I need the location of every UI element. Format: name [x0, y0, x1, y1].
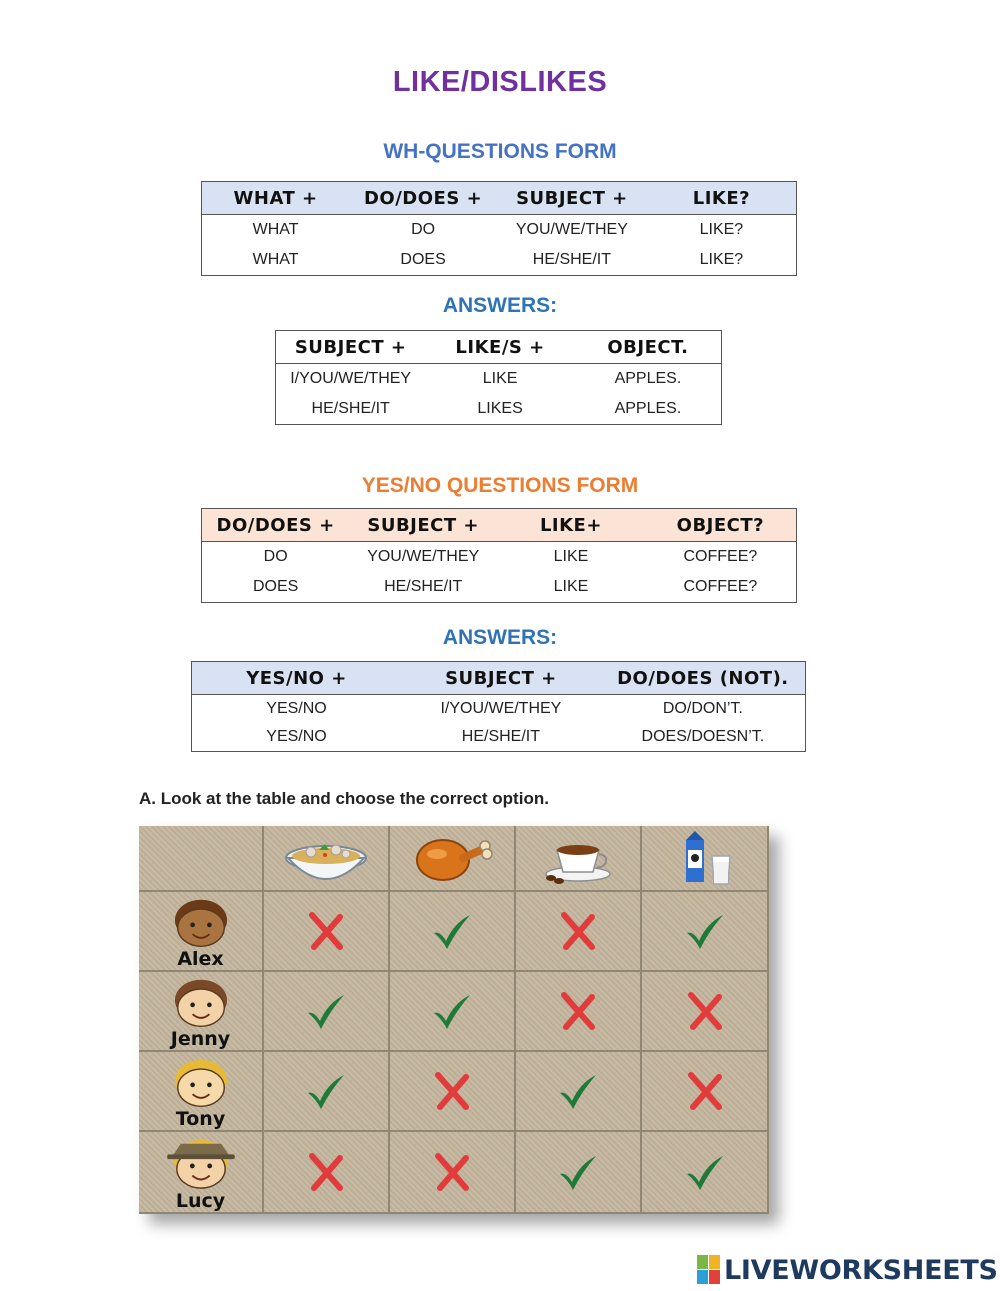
noodles-icon	[264, 826, 390, 892]
wh-questions-heading: WH-QUESTIONS FORM	[383, 140, 617, 163]
liveworksheets-logo	[697, 1252, 998, 1288]
table-cell: YES/NO	[266, 700, 327, 717]
check-mark-icon	[264, 972, 390, 1052]
cross-mark-icon	[642, 972, 769, 1052]
column-header: SUBJECT +	[497, 182, 647, 215]
cross-mark-icon	[390, 1132, 516, 1214]
coffee-cup-icon	[516, 826, 642, 892]
table-header-row	[202, 509, 797, 542]
table-cell: DOES/DOESN’T.	[641, 728, 765, 745]
column-header: DO/DOES +	[202, 509, 350, 542]
column-header: SUBJECT +	[401, 662, 601, 695]
column-header: YES/NO +	[192, 662, 402, 695]
cross-mark-icon	[642, 1052, 769, 1132]
cross-mark-icon	[264, 892, 390, 972]
kid-face-icon	[160, 976, 242, 1030]
check-mark-icon	[390, 892, 516, 972]
table-row	[192, 723, 806, 752]
exercise-instruction: A. Look at the table and choose the correct option.	[139, 789, 549, 808]
column-header: LIKE?	[647, 182, 797, 215]
table-row	[276, 364, 722, 395]
column-header: SUBJECT +	[276, 331, 426, 364]
column-header: WHAT +	[202, 182, 350, 215]
table-row	[202, 542, 797, 573]
column-header: LIKE+	[497, 509, 645, 542]
table-row	[192, 695, 806, 724]
kid-jenny	[139, 972, 264, 1052]
table-cell: HE/SHE/IT	[461, 728, 541, 745]
kid-name: Jenny	[170, 1028, 231, 1050]
yes-no-questions-table	[201, 508, 797, 603]
kid-face-icon	[160, 1056, 242, 1110]
column-header: LIKE/S +	[425, 331, 575, 364]
chicken-leg-icon	[390, 826, 516, 892]
check-mark-icon	[390, 972, 516, 1052]
check-mark-icon	[264, 1052, 390, 1132]
kid-lucy	[139, 1132, 264, 1214]
answers-table-2	[191, 661, 806, 752]
column-header: DO/DOES +	[349, 182, 497, 215]
liveworksheets-wordmark: LIVEWORKSHEETS	[724, 1254, 998, 1286]
check-mark-icon	[516, 1132, 642, 1214]
wh-questions-table	[201, 181, 797, 276]
kid-face-icon	[160, 1136, 242, 1192]
cross-mark-icon	[390, 1052, 516, 1132]
table-cell: YES/NO	[266, 728, 327, 745]
column-header: OBJECT?	[645, 509, 797, 542]
table-cell: DO	[411, 221, 436, 238]
column-header: DO/DOES (NOT).	[601, 662, 806, 695]
table-cell: WHAT	[252, 251, 299, 268]
food-preference-grid	[139, 826, 769, 1214]
table-cell: HE/SHE/IT	[532, 251, 611, 268]
check-mark-icon	[642, 1132, 769, 1214]
table-cell: HE/SHE/IT	[311, 400, 390, 417]
column-header: OBJECT.	[575, 331, 722, 364]
table-cell: DOES	[400, 251, 446, 268]
table-cell: DO/DON’T.	[662, 700, 743, 717]
table-cell: YOU/WE/THEY	[515, 221, 628, 238]
kid-face-icon	[160, 896, 242, 950]
table-cell: COFFEE?	[683, 578, 758, 595]
table-row	[202, 215, 797, 246]
table-header-row	[202, 182, 797, 215]
kid-alex	[139, 892, 264, 972]
milk-icon	[642, 826, 769, 892]
table-row	[202, 245, 797, 276]
check-mark-icon	[516, 1052, 642, 1132]
table-cell: DOES	[252, 578, 299, 595]
table-cell: LIKE	[482, 370, 518, 387]
kid-name: Lucy	[175, 1190, 226, 1212]
table-cell: I/YOU/WE/THEY	[440, 700, 562, 717]
answers-table-1	[275, 330, 722, 425]
answers-heading: ANSWERS:	[442, 626, 558, 649]
cross-mark-icon	[516, 972, 642, 1052]
table-cell: COFFEE?	[683, 548, 758, 565]
yes-no-questions-heading: YES/NO QUESTIONS FORM	[361, 474, 639, 497]
table-row	[202, 572, 797, 603]
table-cell: HE/SHE/IT	[384, 578, 463, 595]
table-row	[276, 394, 722, 425]
check-mark-icon	[642, 892, 769, 972]
kid-name: Alex	[177, 948, 224, 970]
answers-heading: ANSWERS:	[442, 294, 558, 317]
column-header: SUBJECT +	[349, 509, 497, 542]
table-cell: DO	[263, 548, 288, 565]
table-cell: LIKE?	[699, 221, 744, 238]
table-cell: APPLES.	[614, 400, 682, 417]
cross-mark-icon	[516, 892, 642, 972]
empty-corner-cell	[139, 826, 264, 892]
kid-tony	[139, 1052, 264, 1132]
table-cell: LIKE?	[699, 251, 744, 268]
table-cell: YOU/WE/THEY	[367, 548, 480, 565]
table-cell: LIKES	[477, 400, 523, 417]
kid-name: Tony	[175, 1108, 226, 1130]
table-cell: APPLES.	[614, 370, 682, 387]
table-cell: I/YOU/WE/THEY	[290, 370, 412, 387]
table-cell: WHAT	[252, 221, 299, 238]
table-header-row	[192, 662, 806, 695]
table-cell: LIKE	[553, 578, 589, 595]
table-cell: LIKE	[553, 548, 589, 565]
cross-mark-icon	[264, 1132, 390, 1214]
liveworksheets-logo-icon	[697, 1255, 721, 1285]
page-title: LIKE/DISLIKES	[392, 66, 608, 98]
table-header-row	[276, 331, 722, 364]
